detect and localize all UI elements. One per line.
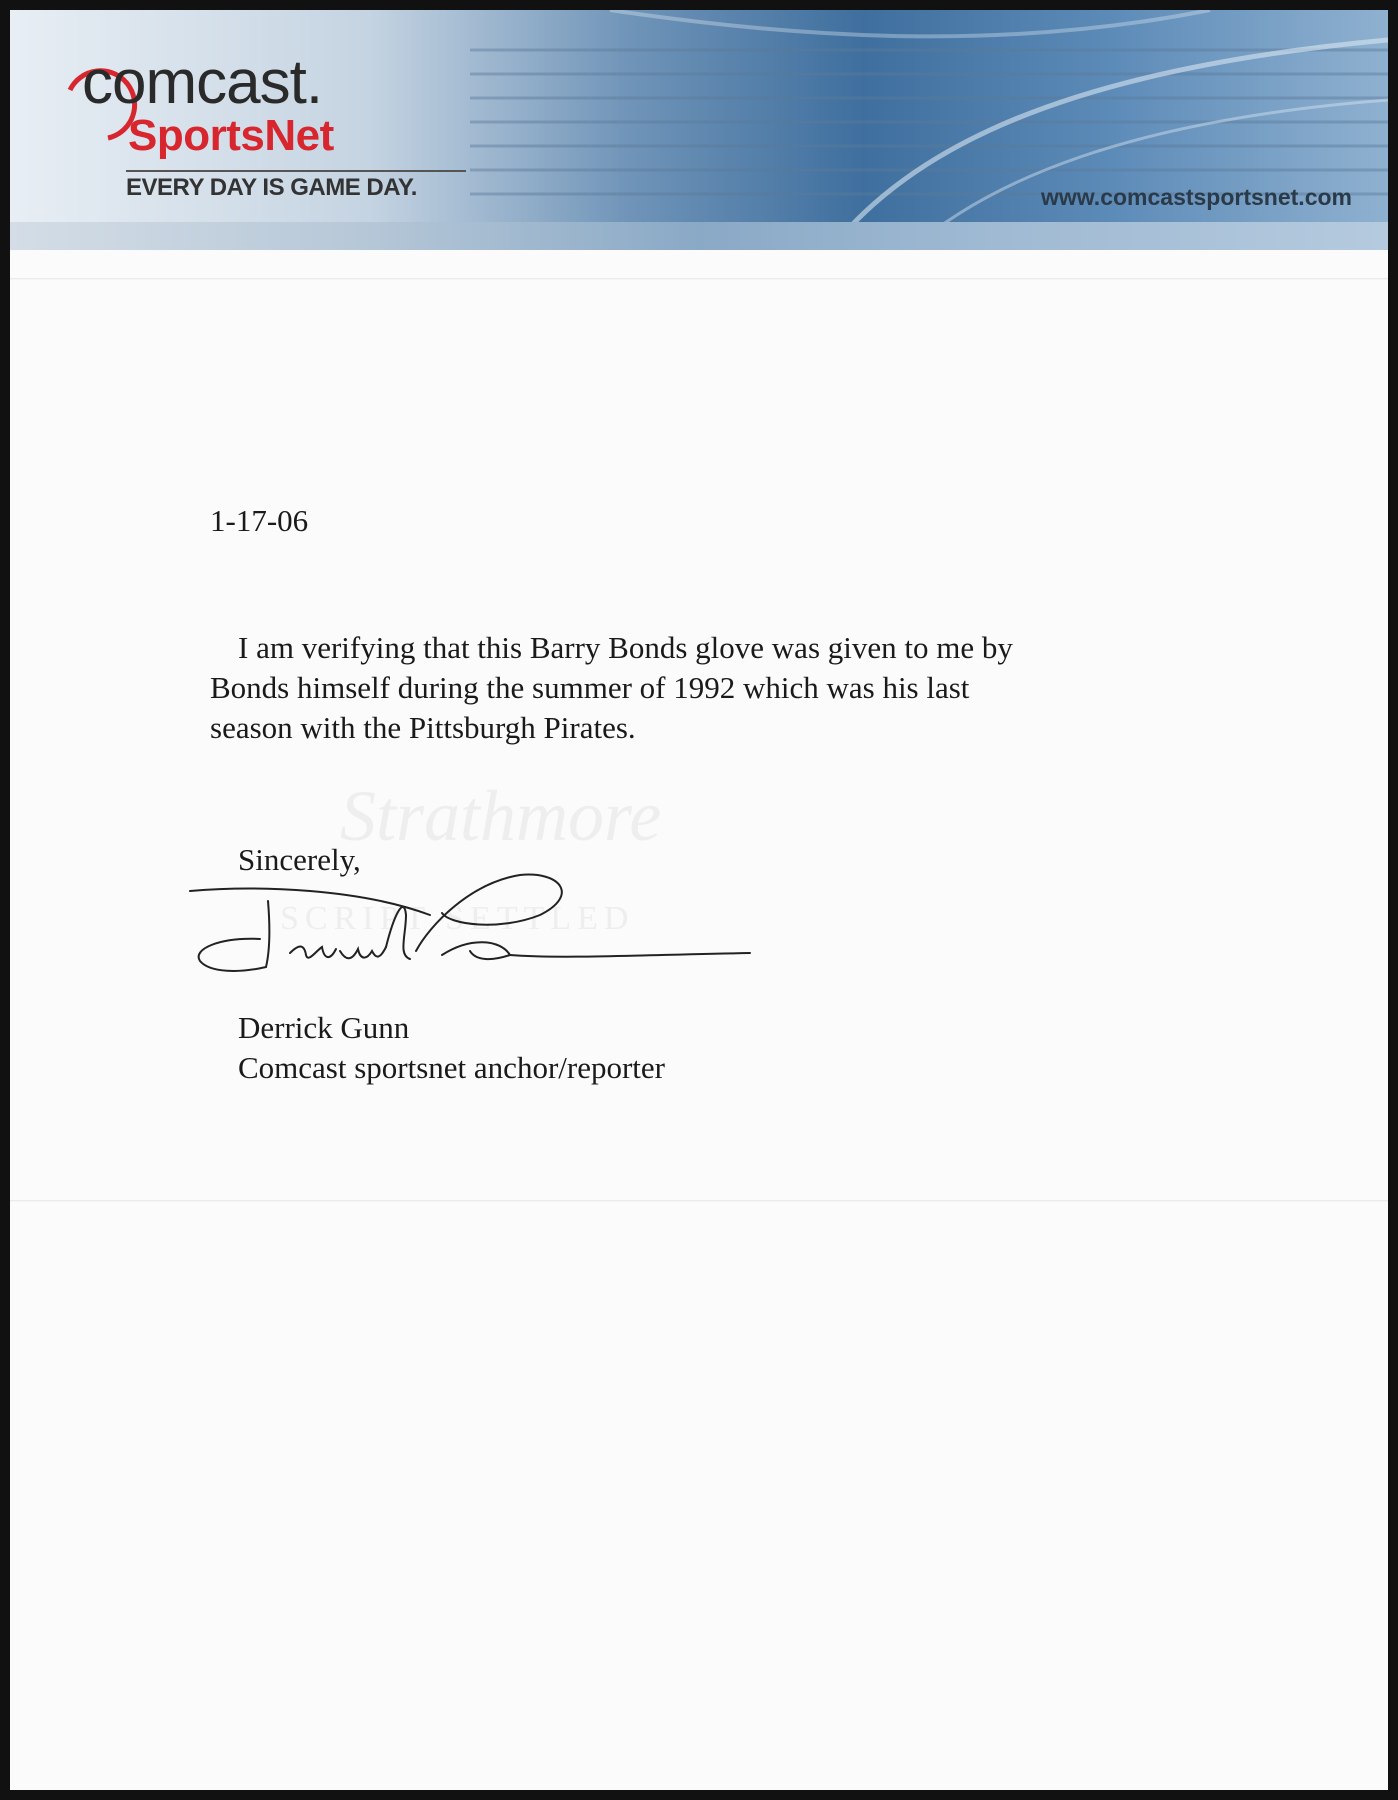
letter-body: [210, 628, 1190, 748]
fold-crease-bottom: [10, 1200, 1388, 1202]
logo-underline: [126, 170, 466, 172]
letter-page: [10, 10, 1388, 1790]
letter-body-line: I am verifying that this Barry Bonds glove was given to me by: [238, 630, 1013, 665]
handwritten-signature: [180, 855, 770, 995]
letter-body-line: season with the Pittsburgh Pirates.: [210, 710, 636, 745]
paper-watermark: Strathmore: [340, 776, 662, 856]
paper-watermark-sub: SCRIPT SETTLED: [280, 900, 635, 937]
header-url: www.comcastsportsnet.com: [1040, 184, 1352, 210]
fold-crease-top: [10, 278, 1388, 280]
letter-closing: Sincerely,: [238, 842, 361, 877]
letter-date: 1-17-06: [210, 503, 309, 538]
signer-name: Derrick Gunn: [238, 1010, 410, 1045]
letterhead-banner: [10, 10, 1388, 250]
banner-bottom-band: [10, 222, 1388, 250]
logo-comcast: comcast.: [82, 48, 323, 117]
signer-title: Comcast sportsnet anchor/reporter: [238, 1050, 665, 1085]
letter-body-line: Bonds himself during the summer of 1992 which was his last: [210, 670, 970, 705]
logo-tagline: EVERY DAY IS GAME DAY.: [126, 174, 417, 201]
logo-sportsnet: SportsNet: [128, 111, 334, 160]
